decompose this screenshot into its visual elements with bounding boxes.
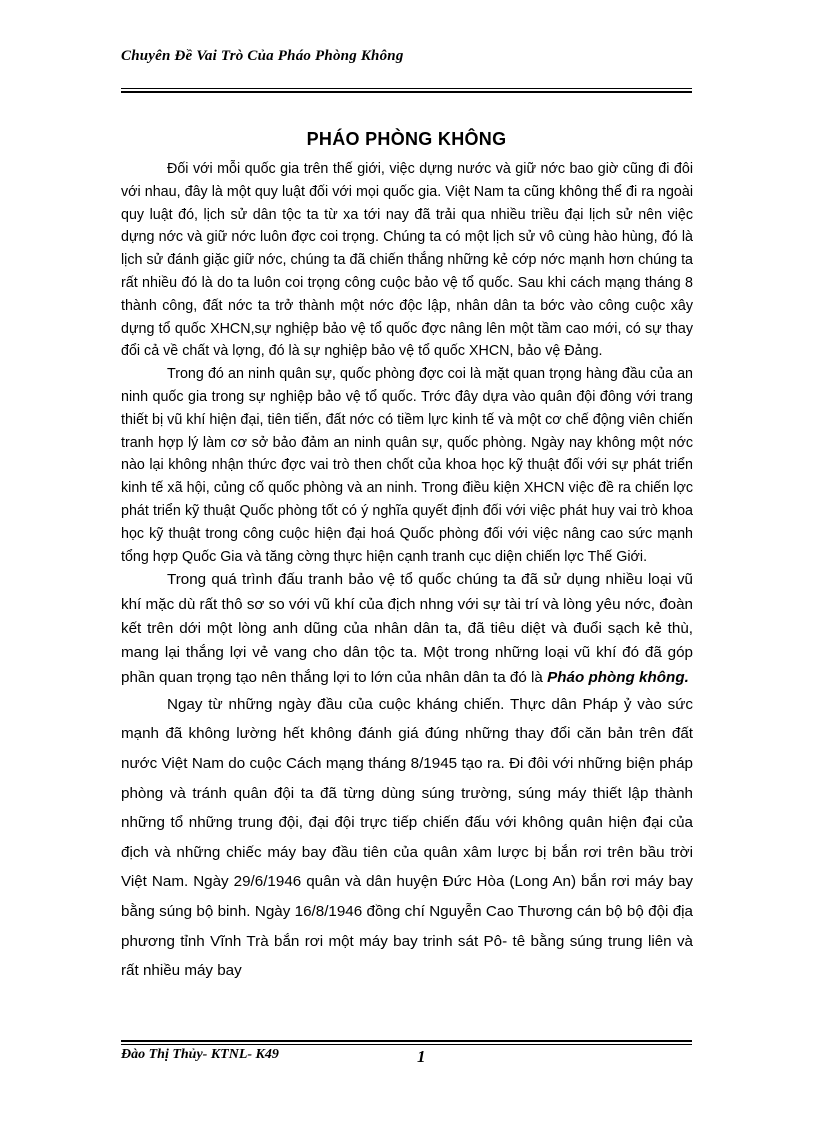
footer-rule-thick	[121, 1040, 692, 1042]
header-rule-thick	[121, 91, 692, 93]
paragraph-4: Ngay từ những ngày đầu của cuộc kháng chiến. Thực dân Pháp ỷ vào sức mạnh đã không lường hết không đánh giá đúng những thay đổi căn bản trên đất nước Việt Nam do cuộc Cách mạng tháng 8/1945 tạo ra. Đi đôi với những biện pháp phòng và tránh quân đội ta đã từng dùng súng trường, súng máy thiết lập thành những tổ những trung đội, đại đội trực tiếp chiến đấu với không quân hiện đại của địch và những chiếc máy bay đầu tiên của quân xâm lược bị bắn rơi trên bầu trời Việt Nam. Ngày 29/6/1946 quân và dân huyện Đức Hòa (Long An) bắn rơi máy bay bằng súng bộ binh. Ngày 16/8/1946 đồng chí Nguyễn Cao Thương cán bộ bộ đội địa phương tỉnh Vĩnh Trà bắn rơi một máy bay trinh sát Pô- tê bằng súng trung liên và rất nhiều máy bay	[121, 695, 693, 980]
paragraph-3-emphasis: Pháo phòng không.	[547, 668, 689, 686]
running-header-title: Chuyên Đề Vai Trò Của Pháo Phòng Không	[121, 48, 404, 64]
footer-author: Đào Thị Thủy- KTNL- K49	[121, 1047, 279, 1062]
paragraph-3-text: Trong quá trình đấu tranh bảo vệ tổ quốc chúng ta đã sử dụng nhiều loại vũ khí mặc dù rất thô sơ so với vũ khí của địch nhng với sự tài trí và lòng yêu nớc, đoàn kết trên dới một lòng anh dũng của nhân dân ta, đã tiêu diệt và đuổi sạch kẻ thù, mang lại thắng lợi vẻ vang cho dân tộc ta. Một trong những loại vũ khí đó đã góp phần quan trọng tạo nên thắng lợi to lớn của nhân dân ta đó là	[121, 571, 693, 686]
header-rule-thin	[121, 88, 692, 89]
paragraph-2: Trong đó an ninh quân sự, quốc phòng đợc coi là mặt quan trọng hàng đầu của an ninh quốc gia trong sự nghiệp bảo vệ tổ quốc. Trớc đây dựa vào quân đội đông với trang thiết bị vũ khí hiện đại, tiên tiến, đất nớc có tiềm lực kinh tế và một cơ chế động viên chiến tranh hợp lý làm cơ sở bảo đảm an ninh quân sự, quốc phòng. Ngày nay không một nớc nào lại không nhận thức đợc vai trò then chốt của khoa học kỹ thuật đối với sự phát triển kinh tế xã hội, củng cố quốc phòng và an ninh. Trong điều kiện XHCN việc đề ra chiến lợc phát triển kỹ thuật Quốc phòng tốt có ý nghĩa quyết định đối với việc phát huy vai trò khoa học kỹ thuật trong công cuộc hiện đại hoá Quốc phòng đối với việc nâng cao sức mạnh tổng hợp Quốc Gia và tăng cờng thực hiện cạnh tranh cục diện chiến lợc Thế Giới.	[121, 366, 693, 565]
document-body	[121, 158, 693, 986]
paragraph-3	[121, 568, 693, 689]
paragraph-1: Đối với mỗi quốc gia trên thế giới, việc dựng nước và giữ nớc bao giờ cũng đi đôi với nhau, đây là một quy luật đối với mọi quốc gia. Việt Nam ta cũng không thể đi ra ngoài quy luật đó, lịch sử dân tộc ta từ xa tới nay đã trải qua nhiều triều đại lịch sử nên việc dựng nớc và giữ nớc luôn đợc coi trọng. Chúng ta có một lịch sử vô cùng hào hùng, đó là lịch sử đánh giặc giữ nớc, chúng ta đã chiến thắng những kẻ cớp nớc mạnh hơn chúng ta rất nhiều đó là do ta luôn coi trọng công cuộc bảo vệ tổ quốc. Sau khi cách mạng tháng 8 thành công, đất nớc ta trở thành một nớc độc lập, nhân dân ta bớc vào công cuộc xây dựng tổ quốc XHCN,sự nghiệp bảo vệ tổ quốc đợc nâng lên một tầm cao mới, có sự thay đổi cả về chất và lợng, đó là sự nghiệp bảo vệ tổ quốc XHCN, bảo vệ Đảng.	[121, 161, 693, 360]
footer-rule-thin	[121, 1044, 692, 1045]
page-number: 1	[417, 1047, 426, 1066]
section-heading: PHÁO PHÒNG KHÔNG	[306, 129, 507, 149]
